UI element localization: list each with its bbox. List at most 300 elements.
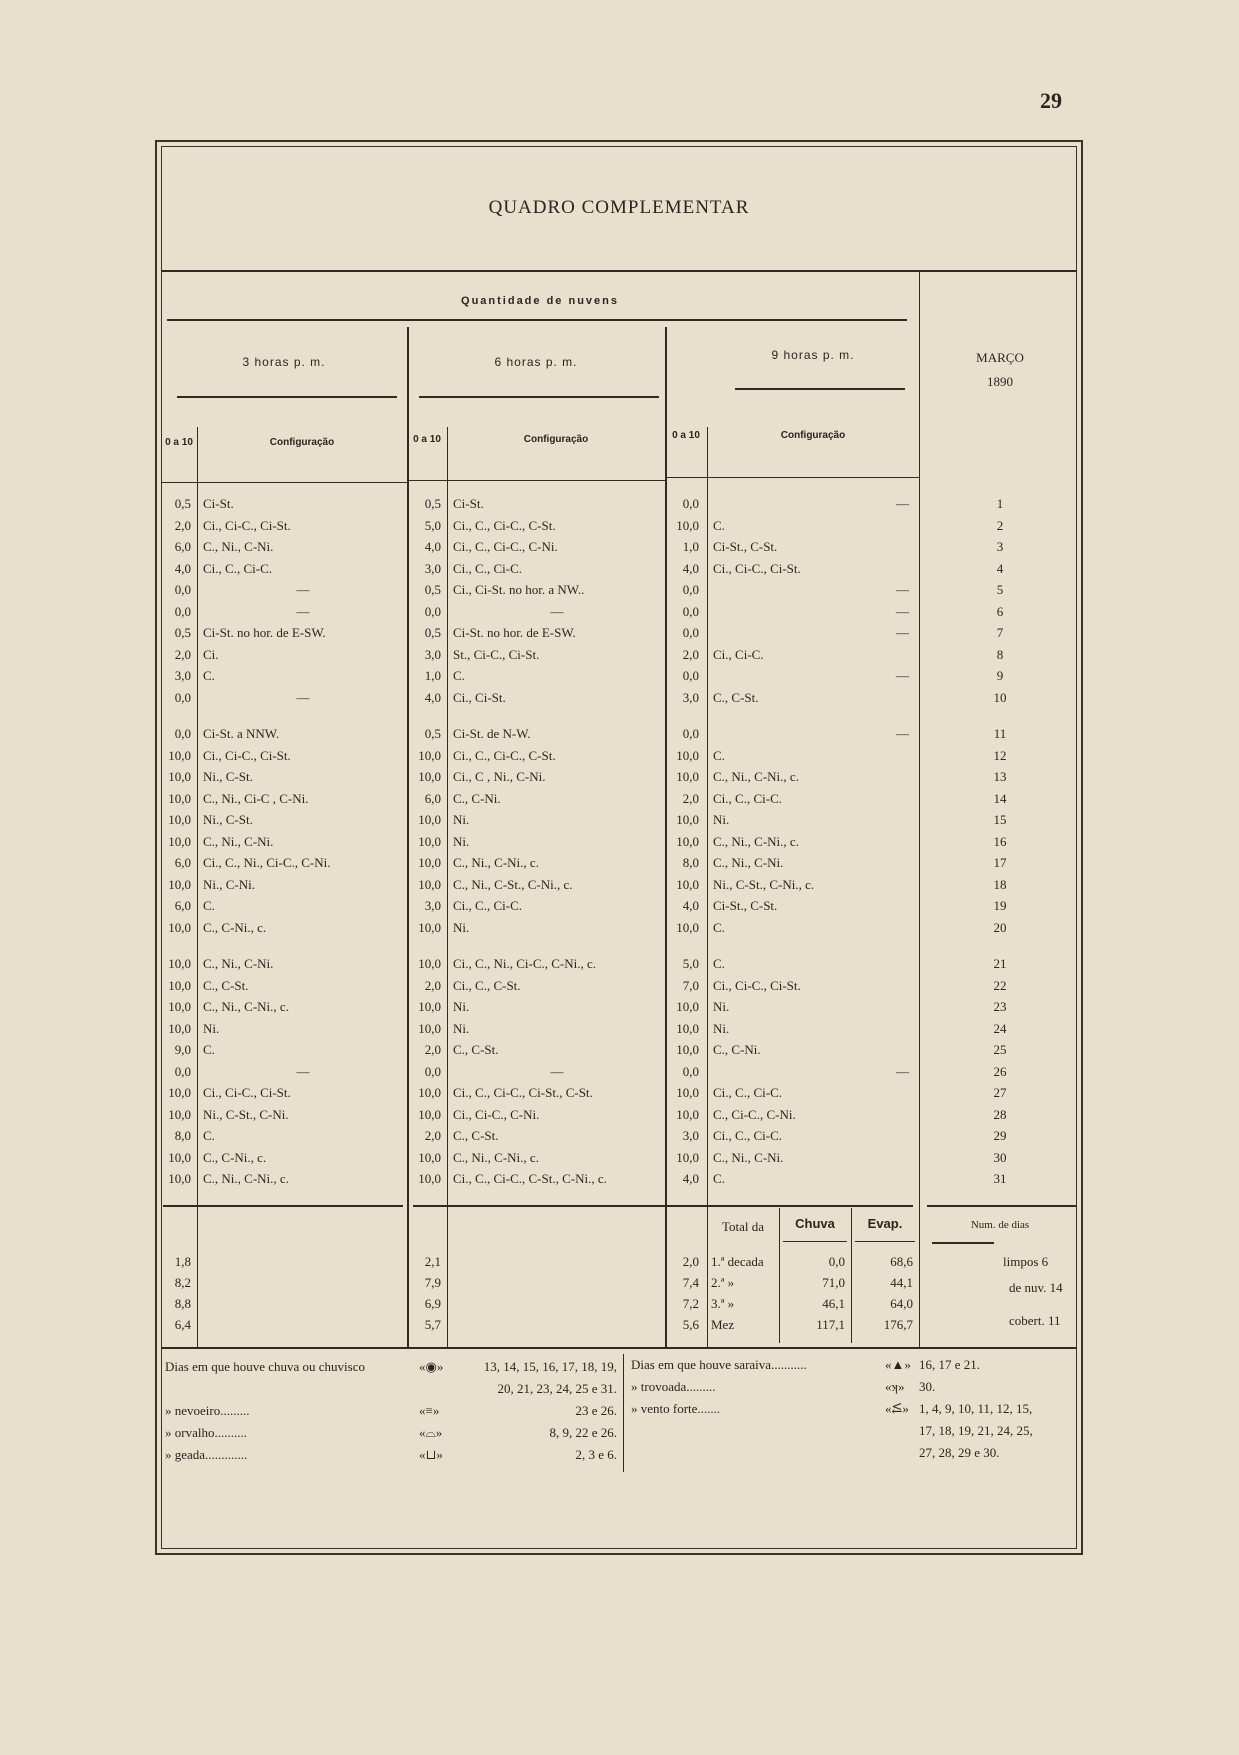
day: 2	[996, 517, 1004, 533]
summary-val-9pm: 7,4	[682, 1275, 699, 1290]
config-3pm: Ci., C., Ci-C.	[203, 560, 272, 576]
summary-val-6pm: 7,9	[424, 1275, 441, 1290]
val-6pm: 10,0	[418, 999, 441, 1014]
config-3pm: C.	[203, 1128, 215, 1143]
scale-header-9pm: 0 a 10	[672, 430, 700, 441]
day: 6	[996, 603, 1004, 619]
val-9pm: 10,0	[676, 747, 699, 763]
day: 31	[993, 1171, 1007, 1186]
val-3pm: 6,0	[174, 855, 191, 870]
val-9pm: 10,0	[676, 919, 699, 935]
val-9pm: 0,0	[682, 726, 699, 741]
val-6pm: 10,0	[418, 747, 441, 763]
legend-days-right: 27, 28, 29 e 30.	[919, 1445, 1000, 1460]
config-3pm: Ci-St. no hor. de E-SW.	[203, 625, 326, 640]
legend-label-right: Dias em que houve saraiva...........	[631, 1357, 807, 1372]
table-title: QUADRO COMPLEMENTAR	[488, 197, 750, 218]
config-9pm: Ci., Ci-C.	[713, 646, 764, 662]
val-9pm: 5,0	[682, 956, 699, 971]
summary-rule-6pm-a	[413, 1205, 453, 1207]
val-3pm: 10,0	[168, 790, 191, 806]
val-6pm: 0,0	[424, 1063, 441, 1079]
val-9pm: 10,0	[676, 876, 699, 892]
val-9pm: 10,0	[676, 999, 699, 1014]
val-3pm: 10,0	[168, 1171, 191, 1186]
summary-val-3pm: 8,2	[174, 1275, 191, 1290]
val-3pm: 10,0	[168, 769, 191, 784]
val-6pm: 3,0	[424, 646, 441, 662]
val-3pm: 0,0	[174, 726, 191, 741]
config-3pm: —	[296, 582, 310, 597]
col-rule-1	[197, 427, 198, 1347]
config-3pm: C., Ni., C-Ni.	[203, 539, 274, 554]
day: 16	[993, 833, 1007, 849]
val-9pm: 10,0	[676, 812, 699, 827]
val-3pm: 10,0	[168, 1106, 191, 1122]
config-3pm: C., Ni., C-Ni.	[203, 956, 274, 971]
val-9pm: 0,0	[682, 603, 699, 619]
config-9pm: Ni.	[713, 1020, 730, 1036]
val-3pm: 0,0	[174, 582, 191, 597]
config-3pm: C., Ni., C-Ni., c.	[203, 999, 289, 1014]
day: 12	[993, 747, 1007, 763]
val-9pm: 8,0	[682, 855, 699, 870]
hour-9pm: 9 horas p. m.	[771, 348, 855, 362]
config-9pm: —	[896, 1063, 909, 1079]
config-6pm: Ci., C., Ci-C., C-St.	[453, 747, 556, 763]
hour-6pm: 6 horas p. m.	[494, 355, 578, 369]
day: 26	[993, 1063, 1007, 1079]
val-3pm: 10,0	[168, 1020, 191, 1036]
year-label: 1890	[987, 374, 1013, 389]
val-6pm: 10,0	[418, 956, 441, 971]
config-3pm: Ni., C-St., C-Ni.	[203, 1106, 289, 1122]
val-6pm: 10,0	[418, 876, 441, 892]
day: 21	[993, 956, 1007, 971]
legend-days-right: 16, 17 e 21.	[919, 1357, 981, 1372]
day: 4	[996, 560, 1004, 576]
summary-evap: 64,0	[890, 1296, 913, 1311]
config-9pm: Ci-St., C-St.	[713, 539, 778, 554]
day: 14	[993, 790, 1007, 806]
config-3pm: C., C-Ni., c.	[203, 919, 267, 935]
day: 27	[993, 1085, 1007, 1100]
config-3pm: —	[296, 603, 310, 619]
hour-3pm: 3 horas p. m.	[242, 355, 326, 369]
summary-evap: 68,6	[890, 1254, 913, 1269]
summary-chuva: 71,0	[822, 1275, 845, 1290]
summary-val-6pm: 2,1	[424, 1254, 441, 1269]
val-9pm: 2,0	[682, 790, 699, 806]
title-rule	[161, 270, 1077, 272]
numdias-underline	[932, 1242, 994, 1244]
config-6pm: Ci-St. no hor. de E-SW.	[453, 625, 576, 640]
summary-rule-3pm	[163, 1205, 403, 1207]
legend-days-left: 13, 14, 15, 16, 17, 18, 19,	[483, 1359, 617, 1374]
group-header-nuvens: Quantidade de nuvens	[461, 295, 619, 307]
config-6pm: C.	[453, 668, 465, 683]
config-6pm: Ci., C., Ci-C., C-St., C-Ni., c.	[453, 1171, 607, 1186]
config-6pm: C., Ni., C-St., C-Ni., c.	[453, 876, 573, 892]
val-3pm: 9,0	[174, 1042, 191, 1057]
config-9pm: —	[896, 582, 909, 597]
val-3pm: 0,0	[174, 1063, 191, 1079]
config-9pm: Ni.	[713, 999, 730, 1014]
val-9pm: 10,0	[676, 1085, 699, 1100]
config-9pm: —	[896, 625, 909, 640]
val-3pm: 10,0	[168, 833, 191, 849]
legend-symbol-left: «⌓»	[419, 1425, 443, 1440]
evap-underline	[855, 1241, 915, 1242]
legend-label-left: Dias em que houve chuva ou chuvisco	[165, 1359, 366, 1374]
legend-label-right: » vento forte.......	[631, 1401, 721, 1416]
summary-chuva: 117,1	[816, 1317, 845, 1332]
config-3pm: Ni., C-St.	[203, 812, 253, 827]
val-6pm: 2,0	[424, 1042, 441, 1057]
day: 28	[993, 1106, 1007, 1122]
val-3pm: 8,0	[174, 1128, 191, 1143]
day: 10	[993, 689, 1007, 705]
hour-rule-9pm	[735, 388, 905, 390]
val-6pm: 5,0	[424, 517, 441, 533]
val-6pm: 4,0	[424, 539, 441, 554]
legend-symbol-left: «◉»	[419, 1359, 444, 1374]
config-3pm: —	[296, 1063, 310, 1079]
config-9pm: C.	[713, 919, 725, 935]
config-9pm: Ni., C-St., C-Ni., c.	[713, 876, 815, 892]
val-9pm: 0,0	[682, 582, 699, 597]
val-3pm: 6,0	[174, 539, 191, 554]
day: 19	[993, 898, 1007, 913]
val-3pm: 4,0	[174, 560, 191, 576]
table-frame	[155, 140, 1083, 1555]
summary-rule-month	[927, 1205, 1077, 1207]
config-9pm: Ci., C., Ci-C.	[713, 1128, 782, 1143]
config-9pm: Ci., C., Ci-C.	[713, 1085, 782, 1100]
summary-evap: 44,1	[890, 1275, 913, 1290]
config-6pm: Ci., Ci-St. no hor. a NW..	[453, 582, 585, 597]
val-9pm: 4,0	[682, 1171, 699, 1186]
val-6pm: 2,0	[424, 977, 441, 993]
val-9pm: 10,0	[676, 1042, 699, 1057]
val-3pm: 10,0	[168, 876, 191, 892]
evap-label: Evap.	[867, 1216, 903, 1231]
config-6pm: Ci-St.	[453, 496, 484, 511]
config-3pm: Ci., Ci-C., Ci-St.	[203, 517, 291, 533]
legend-label-left: » geada.............	[165, 1447, 248, 1462]
day: 3	[996, 539, 1004, 554]
val-6pm: 1,0	[424, 668, 441, 683]
config-9pm: Ci., C., Ci-C.	[713, 790, 782, 806]
val-9pm: 0,0	[682, 625, 699, 640]
day: 22	[993, 977, 1007, 993]
day: 8	[996, 646, 1004, 662]
legend-days-left: 8, 9, 22 e 26.	[549, 1425, 617, 1440]
config-6pm: Ci., C., Ci-C., Ci-St., C-St.	[453, 1085, 593, 1100]
config-3pm: Ni., C-Ni.	[203, 876, 255, 892]
val-3pm: 0,0	[174, 603, 191, 619]
legend-label-left: » orvalho..........	[165, 1425, 247, 1440]
config-6pm: Ci., C., Ni., Ci-C., C-Ni., c.	[453, 956, 597, 971]
legend-days-left: 23 e 26.	[575, 1403, 617, 1418]
config-9pm: C., Ci-C., C-Ni.	[713, 1106, 796, 1122]
val-6pm: 6,0	[424, 790, 441, 806]
day: 25	[993, 1042, 1007, 1057]
config-9pm: Ni.	[713, 812, 730, 827]
config-9pm: C.	[713, 1171, 725, 1186]
val-6pm: 4,0	[424, 689, 441, 705]
summary-chuva: 0,0	[828, 1254, 845, 1269]
val-6pm: 10,0	[418, 812, 441, 827]
summary-period: 3.ª »	[711, 1296, 735, 1311]
config-3pm: Ci-St. a NNW.	[203, 726, 280, 741]
config-6pm: C., C-Ni.	[453, 790, 501, 806]
config-6pm: Ni.	[453, 1020, 470, 1036]
val-3pm: 10,0	[168, 747, 191, 763]
legend-days-left: 20, 21, 23, 24, 25 e 31.	[497, 1381, 617, 1396]
summary-period: 2.ª »	[711, 1275, 735, 1290]
col-rule-5	[707, 427, 708, 1347]
val-9pm: 10,0	[676, 833, 699, 849]
summary-val-3pm: 1,8	[174, 1254, 191, 1269]
config-3pm: C.	[203, 668, 215, 683]
legend-symbol-left: «⊔»	[419, 1447, 443, 1462]
header-bottom-rule-9pm	[665, 477, 919, 478]
month-label: MARÇO	[976, 350, 1024, 365]
summary-val-6pm: 6,9	[424, 1296, 441, 1311]
val-9pm: 1,0	[682, 539, 699, 554]
val-3pm: 10,0	[168, 999, 191, 1014]
summary-rule-6pm-b	[453, 1205, 913, 1207]
summary-evap: 176,7	[883, 1317, 913, 1332]
val-6pm: 0,5	[424, 726, 441, 741]
config-3pm: —	[296, 689, 310, 705]
day: 30	[993, 1149, 1007, 1165]
val-6pm: 10,0	[418, 1106, 441, 1122]
val-9pm: 3,0	[682, 1128, 699, 1143]
numdias-label: Num. de dias	[970, 1219, 1030, 1231]
val-9pm: 3,0	[682, 689, 699, 705]
config-3pm: C.	[203, 898, 215, 913]
config-3pm: Ci., Ci-C., Ci-St.	[203, 747, 291, 763]
val-9pm: 10,0	[676, 517, 699, 533]
config-3pm: C., Ni., Ci-C , C-Ni.	[203, 790, 309, 806]
val-3pm: 2,0	[174, 646, 191, 662]
config-header-6pm: Configuração	[523, 434, 589, 445]
config-6pm: Ni.	[453, 833, 470, 849]
config-3pm: Ni., C-St.	[203, 769, 253, 784]
config-3pm: C., Ni., C-Ni., c.	[203, 1171, 289, 1186]
val-6pm: 0,5	[424, 496, 441, 511]
config-6pm: Ci., C , Ni., C-Ni.	[453, 769, 546, 784]
group-rule	[167, 319, 907, 321]
legend-symbol-left: «≡»	[419, 1403, 440, 1418]
summary-chuva: 46,1	[822, 1296, 845, 1311]
config-header-9pm: Configuração	[780, 430, 846, 441]
summary-val-6pm: 5,7	[424, 1317, 441, 1332]
config-6pm: Ci., C., Ci-C.	[453, 560, 522, 576]
day: 13	[993, 769, 1007, 784]
config-9pm: Ci., Ci-C., Ci-St.	[713, 977, 801, 993]
val-6pm: 10,0	[418, 1171, 441, 1186]
val-3pm: 10,0	[168, 977, 191, 993]
val-3pm: 10,0	[168, 1149, 191, 1165]
val-3pm: 2,0	[174, 517, 191, 533]
val-3pm: 10,0	[168, 812, 191, 827]
config-6pm: —	[550, 1063, 564, 1079]
val-9pm: 4,0	[682, 898, 699, 913]
summary-val-9pm: 5,6	[682, 1317, 699, 1332]
val-6pm: 10,0	[418, 855, 441, 870]
config-9pm: C., Ni., C-Ni.	[713, 855, 784, 870]
config-6pm: Ci., Ci-St.	[453, 689, 506, 705]
legend-symbol-right: «▲»	[885, 1357, 911, 1372]
day: 1	[996, 496, 1004, 511]
day: 5	[996, 582, 1004, 597]
config-6pm: C., C-St.	[453, 1042, 499, 1057]
config-6pm: Ci-St. de N-W.	[453, 726, 531, 741]
day: 15	[993, 812, 1007, 827]
legend-days-right: 1, 4, 9, 10, 11, 12, 15,	[919, 1401, 1033, 1416]
scale-header-3pm: 0 a 10	[165, 437, 193, 448]
config-3pm: C., C-St.	[203, 977, 249, 993]
config-6pm: St., Ci-C., Ci-St.	[453, 646, 540, 662]
val-9pm: 7,0	[682, 977, 699, 993]
val-9pm: 10,0	[676, 1106, 699, 1122]
config-9pm: C.	[713, 517, 725, 533]
val-6pm: 10,0	[418, 1085, 441, 1100]
legend-symbol-right: «⥶»	[885, 1401, 909, 1416]
summary-val-3pm: 8,8	[174, 1296, 191, 1311]
val-9pm: 4,0	[682, 560, 699, 576]
val-6pm: 10,0	[418, 833, 441, 849]
summary-val-9pm: 2,0	[682, 1254, 699, 1269]
val-3pm: 10,0	[168, 1085, 191, 1100]
page-number: 29	[1040, 88, 1062, 113]
config-3pm: Ci-St.	[203, 496, 234, 511]
day: 7	[996, 625, 1004, 640]
config-9pm: —	[896, 496, 909, 511]
config-9pm: —	[896, 668, 909, 683]
config-3pm: Ci., Ci-C., Ci-St.	[203, 1085, 291, 1100]
config-9pm: C., C-St.	[713, 689, 759, 705]
day: 18	[993, 876, 1007, 892]
config-9pm: Ci., Ci-C., Ci-St.	[713, 560, 801, 576]
config-6pm: Ci., Ci-C., C-Ni.	[453, 1106, 540, 1122]
legend-label-left: » nevoeiro.........	[165, 1403, 250, 1418]
config-3pm: C.	[203, 1042, 215, 1057]
val-6pm: 10,0	[418, 769, 441, 784]
val-6pm: 10,0	[418, 1149, 441, 1165]
val-6pm: 3,0	[424, 560, 441, 576]
day: 9	[996, 668, 1004, 683]
summary-period: 1.ª decada	[711, 1254, 764, 1269]
day: 23	[993, 999, 1007, 1014]
val-6pm: 3,0	[424, 898, 441, 913]
total-label: Total da	[721, 1219, 765, 1234]
config-9pm: C., C-Ni.	[713, 1042, 761, 1057]
config-6pm: Ni.	[453, 919, 470, 935]
config-9pm: —	[896, 726, 909, 741]
summary-period: Mez	[711, 1317, 735, 1332]
val-3pm: 0,5	[174, 496, 191, 511]
config-9pm: —	[896, 603, 909, 619]
val-3pm: 3,0	[174, 668, 191, 683]
val-9pm: 0,0	[682, 496, 699, 511]
val-6pm: 10,0	[418, 919, 441, 935]
config-3pm: C., Ni., C-Ni.	[203, 833, 274, 849]
dias-limpos: limpos 6	[1003, 1254, 1049, 1269]
config-6pm: Ni.	[453, 812, 470, 827]
config-6pm: —	[550, 603, 564, 619]
val-3pm: 10,0	[168, 919, 191, 935]
footer-divider	[623, 1354, 624, 1472]
val-6pm: 10,0	[418, 1020, 441, 1036]
val-9pm: 0,0	[682, 1063, 699, 1079]
config-6pm: Ci., C., Ci-C., C-St.	[453, 517, 556, 533]
config-9pm: Ci-St., C-St.	[713, 898, 778, 913]
header-bottom-rule-6pm	[407, 480, 665, 481]
hour-rule-3pm	[177, 396, 397, 398]
val-6pm: 0,5	[424, 582, 441, 597]
footer-rule	[161, 1347, 1077, 1349]
day: 24	[993, 1020, 1007, 1036]
legend-symbol-right: «ʞ»	[885, 1379, 905, 1394]
val-9pm: 10,0	[676, 1149, 699, 1165]
legend-days-right: 17, 18, 19, 21, 24, 25,	[919, 1423, 1033, 1438]
config-9pm: C.	[713, 956, 725, 971]
dias-cobertos: cobert. 11	[1009, 1313, 1061, 1328]
val-9pm: 0,0	[682, 668, 699, 683]
config-3pm: C., C-Ni., c.	[203, 1149, 267, 1165]
config-9pm: C.	[713, 747, 725, 763]
val-3pm: 0,5	[174, 625, 191, 640]
val-3pm: 10,0	[168, 956, 191, 971]
config-6pm: Ci., C., C-St.	[453, 977, 521, 993]
legend-label-right: » trovoada.........	[631, 1379, 716, 1394]
legend-days-right: 30.	[919, 1379, 936, 1394]
config-6pm: C., Ni., C-Ni., c.	[453, 855, 539, 870]
chuva-label: Chuva	[795, 1216, 835, 1231]
col-rule-3	[447, 427, 448, 1347]
chuva-underline	[783, 1241, 847, 1242]
summary-val-9pm: 7,2	[682, 1296, 699, 1311]
val-6pm: 0,5	[424, 625, 441, 640]
legend-days-left: 2, 3 e 6.	[575, 1447, 617, 1462]
config-3pm: Ci., C., Ni., Ci-C., C-Ni.	[203, 855, 331, 870]
config-6pm: Ci., C., Ci-C., C-Ni.	[453, 539, 558, 554]
day: 20	[993, 919, 1007, 935]
day: 11	[993, 726, 1007, 741]
config-header-3pm: Configuração	[269, 437, 335, 448]
scale-header-6pm: 0 a 10	[413, 434, 441, 445]
summary-val-3pm: 6,4	[174, 1317, 191, 1332]
val-6pm: 0,0	[424, 603, 441, 619]
val-3pm: 6,0	[174, 898, 191, 913]
config-6pm: Ni.	[453, 999, 470, 1014]
val-9pm: 10,0	[676, 1020, 699, 1036]
val-9pm: 10,0	[676, 769, 699, 784]
config-9pm: C., Ni., C-Ni., c.	[713, 769, 799, 784]
val-6pm: 2,0	[424, 1128, 441, 1143]
config-6pm: C., Ni., C-Ni., c.	[453, 1149, 539, 1165]
hour-rule-6pm	[419, 396, 659, 398]
day: 29	[993, 1128, 1007, 1143]
config-3pm: Ni.	[203, 1020, 220, 1036]
val-9pm: 2,0	[682, 646, 699, 662]
dias-nuvens: de nuv. 14	[1009, 1280, 1063, 1295]
config-6pm: Ci., C., Ci-C.	[453, 898, 522, 913]
